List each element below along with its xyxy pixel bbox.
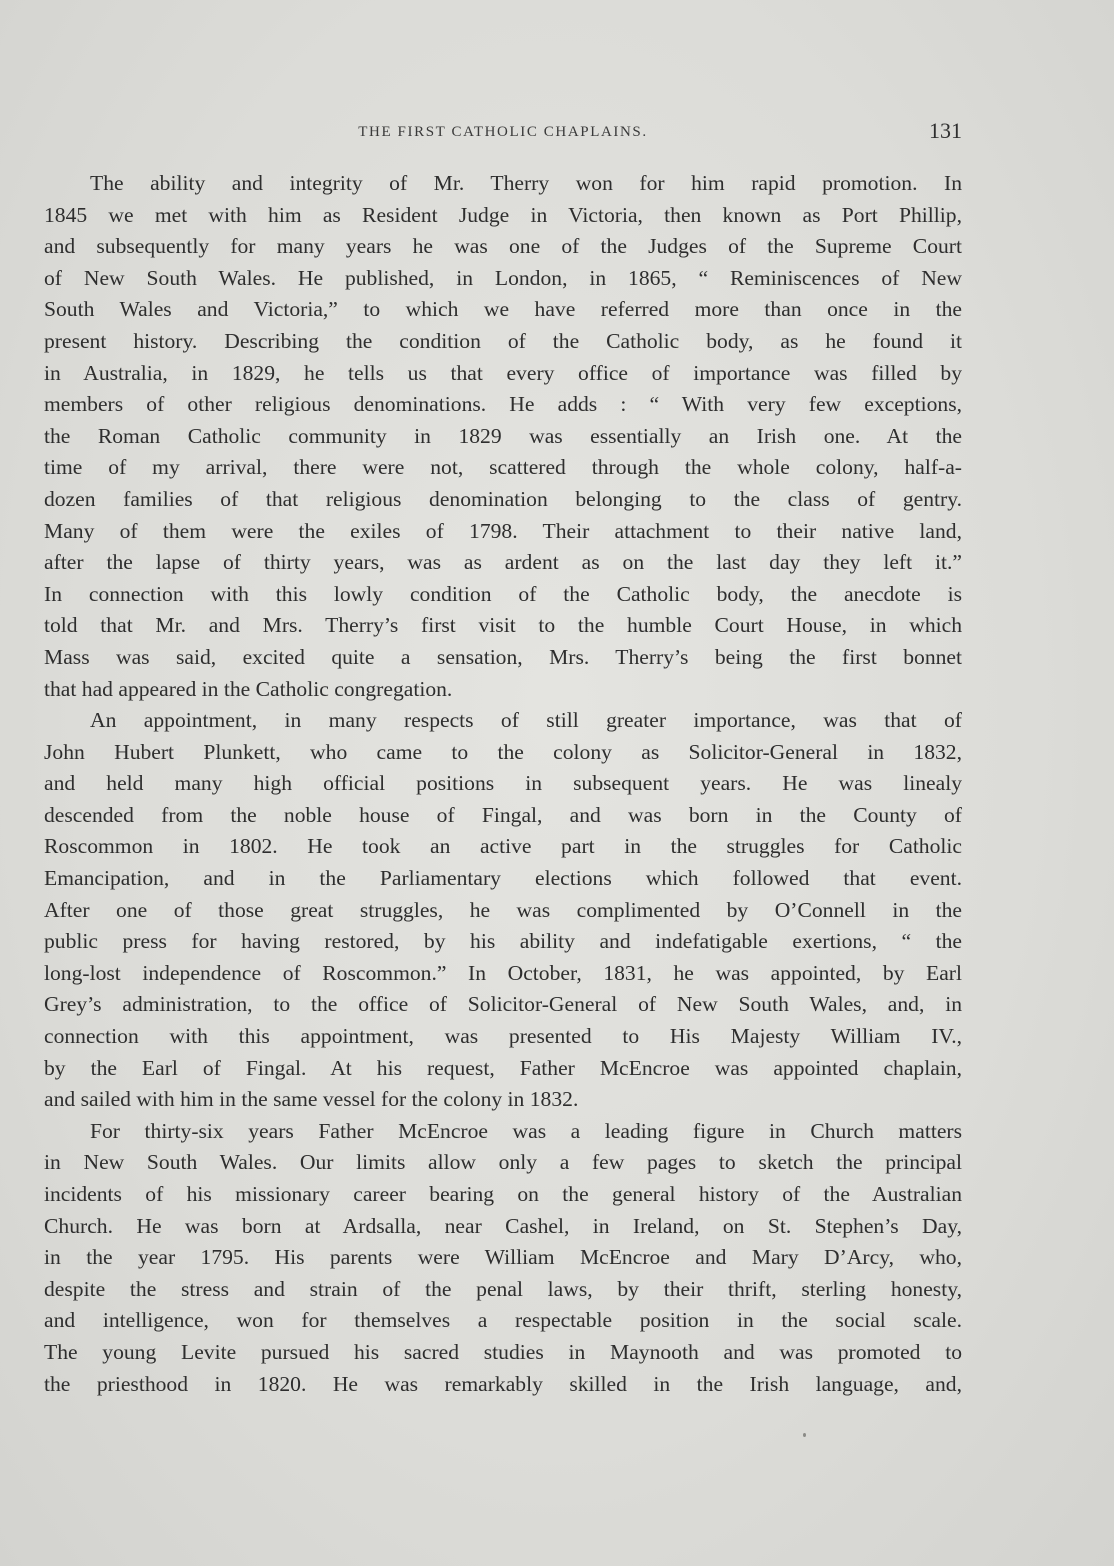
text-line: in the year 1795. His parents were William McEncroe and Mary D’Arcy, who, [44,1245,962,1270]
text-line: and sailed with him in the same vessel for the colony in 1832. [44,1087,579,1112]
paragraph-plunkett [44,705,962,1116]
text-line: public press for having restored, by his ability and indefatigable exertions, “ the [44,929,962,954]
text-line: Many of them were the exiles of 1798. Their attachment to their native land, [44,518,962,543]
running-head [44,118,962,152]
text-line: An appointment, in many respects of still greater importance, was that of [90,708,962,733]
text-line: South Wales and Victoria,” to which we have referred more than once in the [44,297,962,322]
text-line: in Australia, in 1829, he tells us that every office of importance was filled by [44,360,962,385]
text-line: In connection with this lowly condition of the Catholic body, the anecdote is [44,581,962,606]
text-line: present history. Describing the condition of the Catholic body, as he found it [44,328,962,353]
text-line: The young Levite pursued his sacred studies in Maynooth and was promoted to [44,1339,962,1364]
text-line: Church. He was born at Ardsalla, near Cashel, in Ireland, on St. Stephen’s Day, [44,1213,962,1238]
text-line: by the Earl of Fingal. At his request, Father McEncroe was appointed chaplain, [44,1055,962,1080]
text-line: The ability and integrity of Mr. Therry won for him rapid promotion. In [90,171,962,195]
text-line: dozen families of that religious denomination belonging to the class of gentry. [44,486,962,511]
text-line: and held many high official positions in subsequent years. He was linealy [44,771,962,796]
text-line: time of my arrival, there were not, scattered through the whole colony, half-a- [44,455,962,480]
text-line: Emancipation, and in the Parliamentary elections which followed that event. [44,866,962,891]
paragraph-therry [44,168,962,705]
text-line: connection with this appointment, was presented to His Majesty William IV., [44,1024,962,1049]
text-line: Mass was said, excited quite a sensation, Mrs. Therry’s being the first bonnet [44,644,962,669]
text-line: After one of those great struggles, he was complimented by O’Connell in the [44,897,962,922]
body-text [44,168,962,1400]
paragraph-mcencroe [44,1116,962,1400]
text-line: Roscommon in 1802. He took an active part in the struggles for Catholic [44,834,962,859]
text-line: that had appeared in the Catholic congregation. [44,676,453,701]
text-line: long-lost independence of Roscommon.” In October, 1831, he was appointed, by Earl [44,960,962,985]
text-line: John Hubert Plunkett, who came to the colony as Solicitor-General in 1832, [44,739,962,764]
text-line: of New South Wales. He published, in London, in 1865, “ Reminiscences of New [44,265,962,290]
paper-speck [803,1433,806,1437]
text-line: Grey’s administration, to the office of Solicitor-General of New South Wales, and, in [44,992,962,1017]
text-line: For thirty-six years Father McEncroe was a leading figure in Church matters [90,1118,962,1143]
text-line: and subsequently for many years he was one of the Judges of the Supreme Court [44,234,962,259]
text-line: 1845 we met with him as Resident Judge in Victoria, then known as Port Phillip, [44,202,962,227]
text-line: the priesthood in 1820. He was remarkably skilled in the Irish language, and, [44,1371,962,1396]
page-number: 131 [929,118,962,143]
text-line: told that Mr. and Mrs. Therry’s first visit to the humble Court House, in which [44,613,962,638]
text-line: despite the stress and strain of the penal laws, by their thrift, sterling honesty, [44,1276,962,1301]
text-line: descended from the noble house of Fingal, and was born in the County of [44,802,962,827]
text-line: after the lapse of thirty years, was as ardent as on the last day they left it.” [44,550,962,575]
text-line: incidents of his missionary career bearing on the general history of the Australian [44,1182,962,1206]
running-title: THE FIRST CATHOLIC CHAPLAINS. [358,124,648,140]
text-line: and intelligence, won for themselves a respectable position in the social scale. [44,1308,962,1333]
text-line: the Roman Catholic community in 1829 was essentially an Irish one. At the [44,423,962,448]
text-line: in New South Wales. Our limits allow only a few pages to sketch the principal [44,1150,962,1175]
text-line: members of other religious denominations. He adds : “ With very few exceptions, [44,392,962,417]
